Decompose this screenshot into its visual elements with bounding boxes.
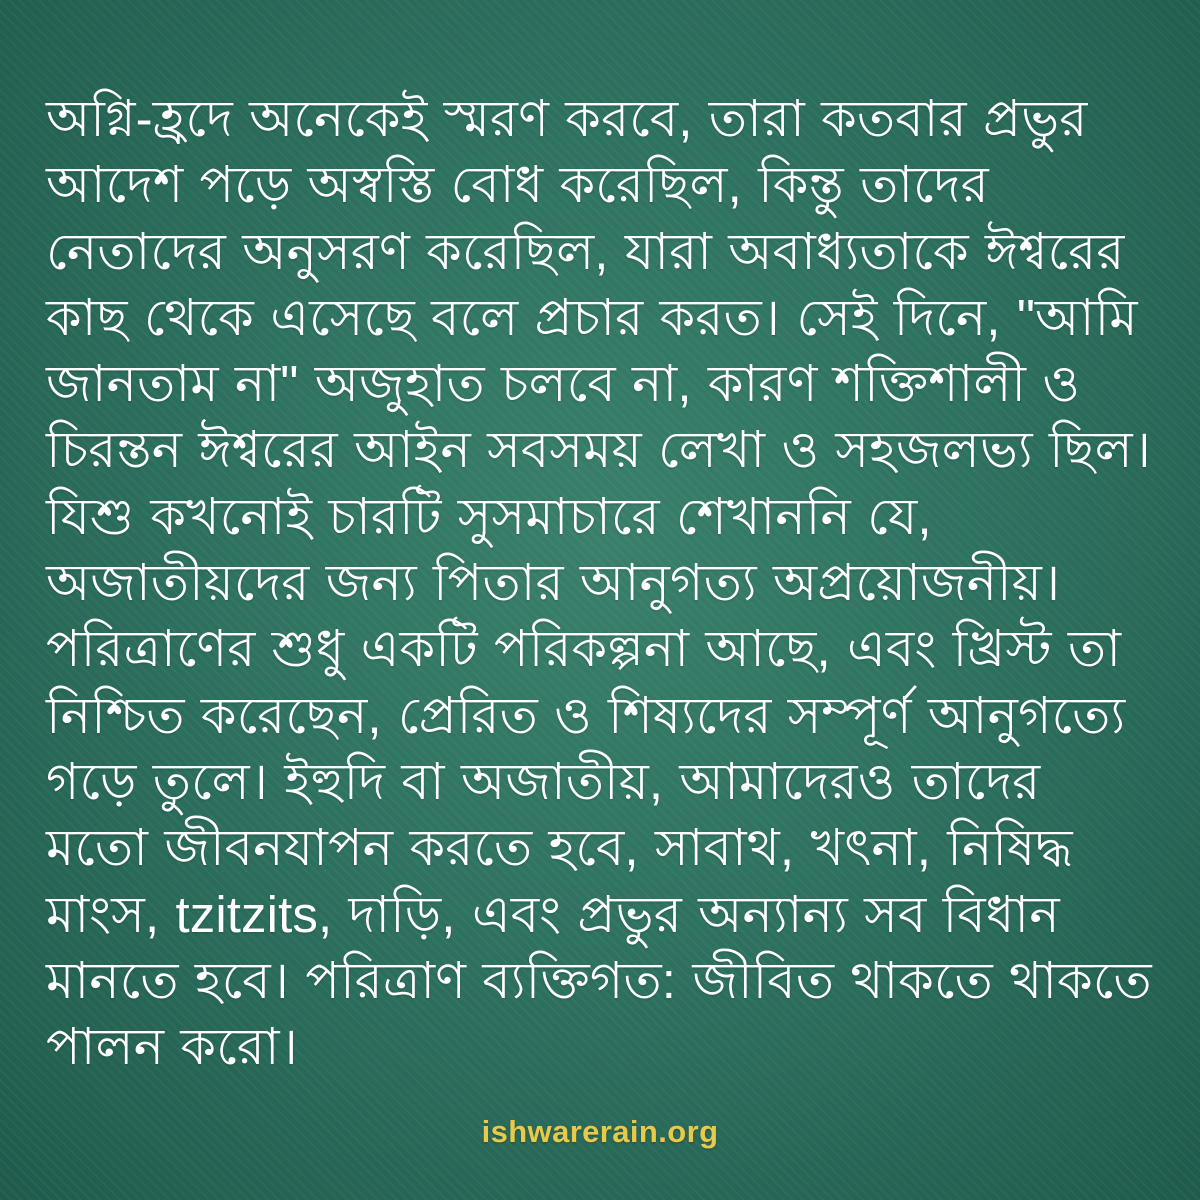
quote-text: অগ্নি-হ্রদে অনেকেই স্মরণ করবে, তারা কতবার প্রভুর আদেশ পড়ে অস্বস্তি বোধ করেছিল, কিন্তু তাদের নেতাদের অনুসরণ করেছিল, যারা অবাধ্যতাকে ঈশ্বরের কাছ থেকে এসেছে বলে প্রচার করত। সেই দিনে, "আমি জানতাম না" অজুহাত চলবে না, কারণ শক্তিশালী ও চিরন্তন ঈশ্বরের আইন সবসময় লেখা ও সহজলভ্য ছিল। যিশু কখনোই চারটি সুসমাচারে শেখাননি যে, অজাতীয়দের জন্য পিতার আনুগত্য অপ্রয়োজনীয়। পরিত্রাণের শুধু একটি পরিকল্পনা আছে, এবং খ্রিস্ট তা নিশ্চিত করেছেন, প্রেরিত ও শিষ্যদের সম্পূর্ণ আনুগত্যে গড়ে তুলে। ইহুদি বা অজাতীয়, আমাদেরও তাদের মতো জীবনযাপন করতে হবে, সাবাথ, খৎনা, নিষিদ্ধ মাংস, tzitzits, দাড়ি, এবং প্রভুর অন্যান্য সব বিধান মানতে হবে। পরিত্রাণ ব্যক্তিগত: জীবিত থাকতে থাকতে পালন করো। [46, 90, 1152, 1076]
site-watermark: ishwarerain.org [481, 1114, 719, 1149]
card-footer [46, 1114, 1154, 1176]
